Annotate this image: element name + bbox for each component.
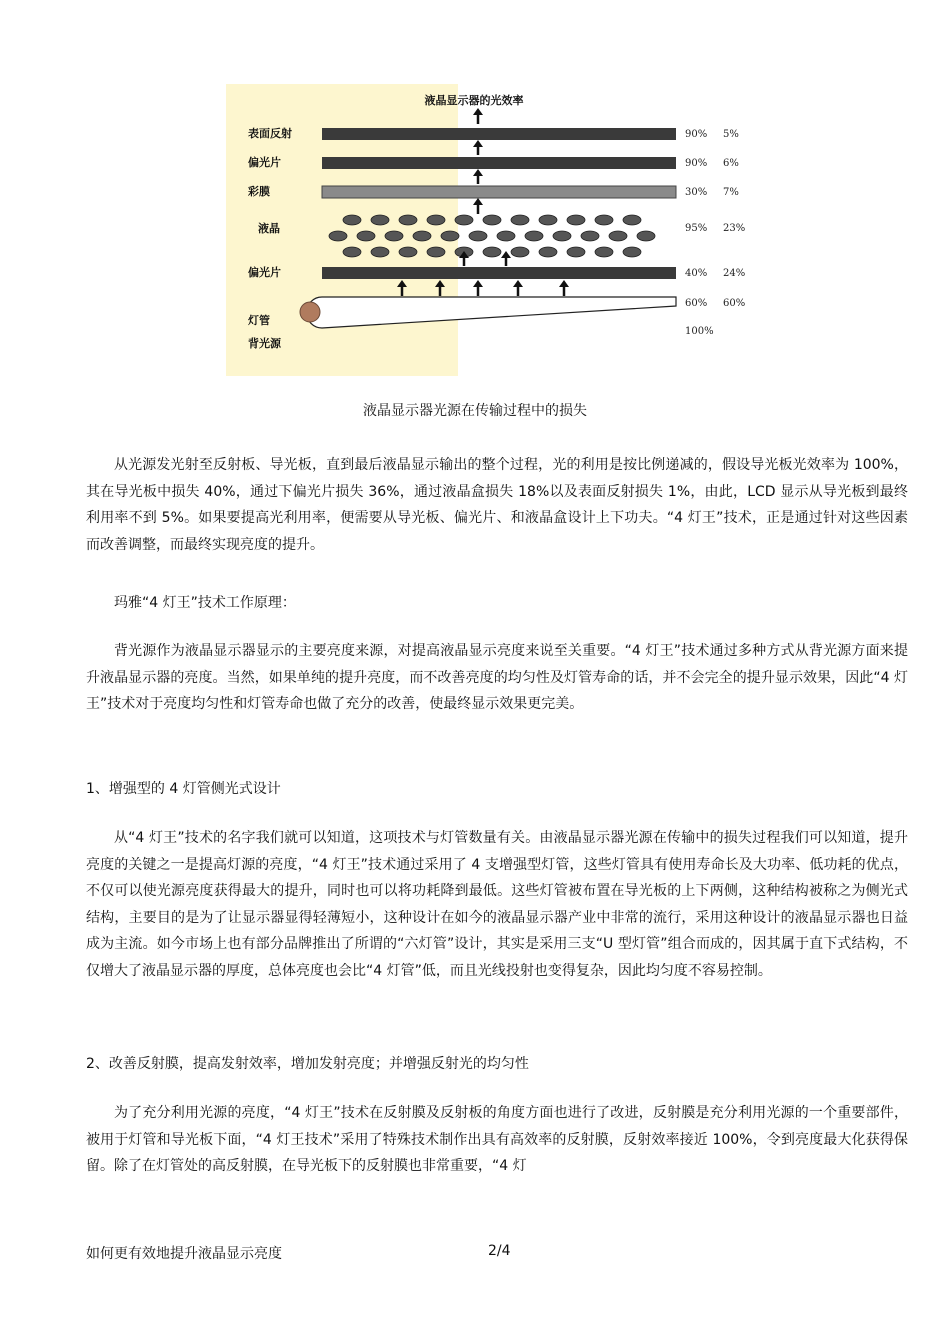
layer-cumulative: 24%: [723, 268, 746, 279]
arrow-icon: [513, 280, 523, 296]
layer-efficiency: 40%: [685, 268, 708, 279]
arrow-icon: [473, 169, 483, 184]
arrow-icon: [559, 280, 569, 296]
lamp-label: 灯管: [248, 314, 270, 327]
figure-caption: 液晶显示器光源在传输过程中的损失: [363, 403, 587, 419]
paragraph-light-loss: 从光源发光射至反射板、导光板，直到最后液晶显示输出的整个过程，光的利用是按比例递减的，假设导光板光效率为 100%，其在导光板中损失 40%，通过下偏光片损失 36%，通过液晶盒损失 18%以及表面反射损失 1%，由此，LCD 显示从导光板到最终利用率不到 5%。如果要提高光利用率，便需要从导光板、偏光片、和液晶盒设计上下功夫。“4 灯王”技术，正是通过针对这些因素而改善调整，而最终实现亮度的提升。: [86, 457, 908, 553]
layer-label: 偏光片: [248, 266, 281, 279]
layer-efficiency: 30%: [685, 187, 708, 198]
layer-cumulative: 7%: [723, 187, 739, 198]
surface-reflection-bar: [322, 128, 676, 140]
section-heading-1: 1、增强型的 4 灯管侧光式设计: [86, 781, 281, 797]
layer-efficiency: 90%: [685, 129, 708, 140]
layer-cumulative: 6%: [723, 158, 739, 169]
layer-label: 液晶: [258, 222, 280, 235]
color-filter-bar: [322, 186, 676, 198]
layer-label: 彩膜: [248, 185, 270, 198]
arrow-icon: [501, 251, 511, 266]
arrow-icon: [473, 140, 483, 155]
arrow-icon: [473, 280, 483, 296]
layer-label: 偏光片: [248, 156, 281, 169]
paragraph-principle-intro: 玛雅“4 灯王”技术工作原理：: [114, 595, 296, 611]
diagram-title: 液晶显示器的光效率: [424, 94, 524, 107]
section-heading-2: 2、改善反射膜，提高发射效率，增加发射亮度；并增强反射光的均匀性: [86, 1056, 529, 1072]
lower-polarizer-bar: [322, 267, 676, 279]
backlight-label: 背光源: [248, 337, 281, 350]
paragraph-backlight: 背光源作为液晶显示器显示的主要亮度来源，对提高液晶显示亮度来说至关重要。“4 灯王”技术通过多种方式从背光源方面来提升液晶显示器的亮度。当然，如果单纯的提升亮度，而不改善亮度的均匀性及灯管寿命的话，并不会完全的提升显示效果，因此“4 灯王”技术对于亮度均匀性和灯管寿命也做了充分的改善，使最终显示效果更完美。: [86, 643, 908, 712]
arrow-icon: [473, 108, 483, 124]
upper-polarizer-bar: [322, 157, 676, 169]
light-guide-plate: [307, 297, 677, 328]
page-number: 2/4: [488, 1243, 511, 1259]
light-efficiency-diagram: [226, 84, 760, 376]
layer-label: 表面反射: [248, 127, 292, 140]
lamp-tube: [300, 302, 320, 322]
layer-efficiency: 90%: [685, 158, 708, 169]
footer-title: 如何更有效地提升液晶显示亮度: [86, 1246, 282, 1262]
source-value: 100%: [685, 326, 714, 337]
arrow-icon: [473, 198, 483, 214]
layer-efficiency: 60%: [685, 298, 708, 309]
paragraph-reflective-film: 为了充分利用光源的亮度，“4 灯王”技术在反射膜及反射板的角度方面也进行了改进，反射膜是充分利用光源的一个重要部件，被用于灯管和导光板下面，“4 灯王技术”采用了特殊技术制作出具有高效率的反射膜，反射效率接近 100%，令到亮度最大化获得保留。除了在灯管处的高反射膜，在导光板下的反射膜也非常重要，“4 灯: [86, 1105, 908, 1174]
layer-cumulative: 23%: [723, 223, 746, 234]
layer-cumulative: 5%: [723, 129, 739, 140]
paragraph-four-lamps: 从“4 灯王”技术的名字我们就可以知道，这项技术与灯管数量有关。由液晶显示器光源在传输中的损失过程我们可以知道，提升亮度的关键之一是提高灯源的亮度，“4 灯王”技术通过采用了 4 支增强型灯管，这些灯管具有使用寿命长及大功率、低功耗的优点，不仅可以使光源亮度获得最大的提升，同时也可以将功耗降到最低。这些灯管被布置在导光板的上下两侧，这种结构被称之为侧光式结构，主要目的是为了让显示器显得轻薄短小，这种设计在如今的液晶显示器产业中非常的流行，采用这种设计的液晶显示器也日益成为主流。如今市场上也有部分品牌推出了所谓的“六灯管”设计，其实是采用三支“U 型灯管”组合而成的，因其属于直下式结构，不仅增大了液晶显示器的厚度，总体亮度也会比“4 灯管”低，而且光线投射也变得复杂，因此均匀度不容易控制。: [86, 830, 908, 979]
layer-efficiency: 95%: [685, 223, 708, 234]
layer-cumulative: 60%: [723, 298, 746, 309]
